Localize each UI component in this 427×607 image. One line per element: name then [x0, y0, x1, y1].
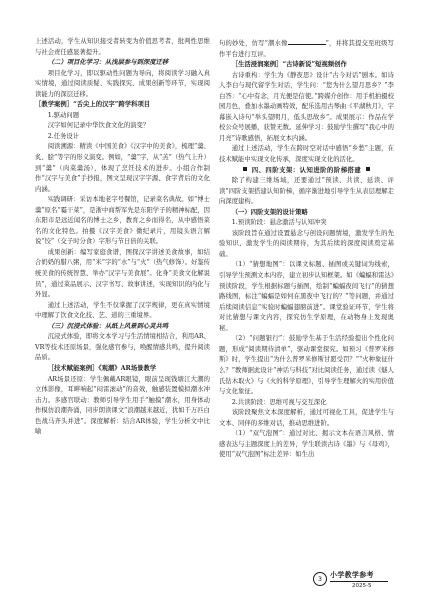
- paragraph: 通过上述活动，学生不仅掌握了汉字规律，更在真实情境中理解了饮食文化技、艺、道的三重境界。: [35, 301, 210, 320]
- subsection-heading: （一）四阶支架的设计策略: [231, 208, 308, 216]
- paragraph: AR场景还原：学生佩戴AR眼镜，眼前呈现钱塘江大潮的立体影像，耳畔响起“闷雷滚动”的音效，触感装置模拟潮水冲击力。多感官联动：教师引导学生用手“触摸”潮水，用身体动作模仿浪潮奔涌，同步朗读课文“浪潮越来越近，犹如千万匹白色战马齐头并进”。深度解析：结合AR体验，学生分析文中比喻: [35, 375, 210, 436]
- left-column: [35, 37, 210, 438]
- paragraph: 上述活动，学生从知识接受者转变为价值思考者，批判性思维与社会责任感显著提升。: [35, 38, 210, 56]
- paragraph: 项目化学习，即以驱动性问题为导向，将阅读学习融入真实情境，通过阅读质疑、实践探究、成果创新等环节，实现阅读能力的深层迁移。: [35, 69, 210, 98]
- section-heading-main: 四、四阶支架：认知进阶的阶梯搭建: [219, 166, 394, 177]
- page-number: 3: [313, 572, 327, 586]
- paragraph: 该阶段聚焦文本深度解析，通过可视化工具，促进学生与文本、同伴的多维对话，推动思维进阶。: [219, 409, 394, 427]
- step-label: 1.驱动问题: [47, 111, 80, 119]
- paragraph: 成果创新：编写家庭食谱，图探汉字讲述美食故事，如结合奶奶的腊八粥，用“米”字的“水”与“火”（热气修饰）。好鉴传统美食的传统智慧、举办“汉字与美食展”。化身“美食文化解说员”，通过菜品展示、汉字书写、故事讲述，实现知识的内化与外显。: [35, 248, 210, 299]
- paragraph: 该阶段旨在通过设置悬念与创设问题情境，激发学生的先验知识，激发学生的阅读期待，为其后续的深度阅读奠定基础。: [219, 229, 394, 258]
- paragraph: 实践调研：采访本地老字号餐馆，记录菜名典故。如“博士羹”原名“霉干菜”，是浙中商帮军先是东阳学子的精神标配，因东阳市是远近闻名的博士之乡，教育之乡而得名，从中感悟菜名的文化特色。拍摄《汉字美食》微纪录片，用镜头语言解说“饺”（交子时分食）字形与节日倍的关联。: [35, 196, 210, 246]
- case-label: ［技术赋能案例］《观潮》AR场景教学: [47, 364, 157, 372]
- journal-issue: 2025-5: [352, 583, 372, 589]
- footer-divider: [330, 581, 388, 582]
- fill-in-blank: [288, 37, 326, 45]
- right-column: [219, 37, 394, 461]
- paragraph: （1）“猜想地图”：以课文标题、插图或关键词为线索，引导学生预测文本内容，建立初步认知框架。如《蝙蝠和雷达》预读阶段，学生根据标题与插图，绘制“蝙蝠夜间飞行”的猜想路线图，标注“蝙蝠是如何在黑夜中飞行的？”等问题，并通过后续阅读信息“实验时蝙蝠翅膀前进”。课堂验证环节，学生将对比猜想与课文内容，探究仿生学原理，在动物身上发现奥秘。: [219, 261, 394, 332]
- paragraph: 古诗重构：学生为《静夜思》设计“古今对话”剧本。如诗人李白与现代留学生对话，学生问：“您为什么望月思乡？”李白答：“心中有念，月光便是信使。”跨媒介创作：用手机拍摄校园月色，叠加水墨动画特效，配乐选用古琴曲《平湖秋月》，字幕嵌入诗句“举头望明月，低头思故乡”。成果展示：作品在学校公众号展播，获赞无数。延伸学习：鼓励学生撰写“我心中的月亮”诗歌感悟，拓展文本内涵。: [219, 71, 394, 142]
- step-label: 1.预读阶段：悬念激活与认知冲突: [231, 219, 327, 227]
- paragraph: 通过上述活动，学生在跨时空对话中感悟“乡愁”主题，在技术赋能中实现文化传承，深度实现文化的活化。: [219, 145, 394, 164]
- section-heading: （二）项目化学习：从浅层参与到深度迁移: [47, 59, 169, 67]
- paragraph-text: ”，并将其提交至班级写作平台进行互评。: [219, 40, 395, 58]
- paragraph: 除了构建三维场域，还要通过“预读、共读、延读、评读”四阶支架搭建认知阶梯，循序渐进地引导学生从表层理解走向深度建构。: [219, 177, 394, 206]
- step-label: 2.共读阶段：思维可视与交互深化: [231, 398, 327, 406]
- paragraph-text: 句的妙处，仿写“潮水像: [219, 40, 288, 47]
- paragraph: [219, 37, 394, 60]
- paragraph: 阅读溯源：精读《中国美食》《汉字中的美食》，梳理“羹、炙、脍”等字的形义演变。例如，“羹”字，从“羔”（热气上升）到“羹”（肉菜羹汤），体现了烹饪技术的进步。小组合作制作“汉字与美食”手抄报，图文呈现汉字字源、食字背后的文化内涵。: [35, 143, 210, 193]
- paragraph: 沉浸式体验，即将文本学习与生活情境相结合，利用AR、VR等技术还原场景，强化感官参与，唤醒情感共鸣，提升阅读品质。: [35, 333, 210, 362]
- case-label: ［生活浸润案例］“古诗新说”短视频创作: [231, 61, 347, 69]
- step-label: 2.任务设计: [47, 132, 80, 140]
- section-heading: （三）沉浸式体验：从纸上风景到心灵共鸣: [47, 322, 169, 330]
- case-label: ［教学案例］“舌尖上的汉字”跨学科项目: [35, 101, 151, 109]
- paragraph: （2）“问题银行”：鼓励学生基于生活经验提出个性化问题，形成“阅读期待清单”，驱动课堂探究。如预习《普罗米修斯》时，学生提出“为什么普罗米修斯甘愿受罚？”“火种象征什么？”教师据此设计“神话与科技”对比阅读任务，通过读《燧人氏钻木取火》与《火的科学原理》，引导学生理解火的实用价值与文化象征。: [219, 335, 394, 396]
- journal-title: 小学教学参考: [330, 571, 374, 579]
- driving-question: 汉字如何记录中华饮食文化的演变？: [47, 122, 150, 130]
- paragraph: （1）“双气泡图”：通过对比、揭示文本在语言风格、情感表达与主题深度上的差异，学生联读古诗《墨》与《母鸡》，使用“双气泡图”标注差异：如生出: [219, 430, 394, 459]
